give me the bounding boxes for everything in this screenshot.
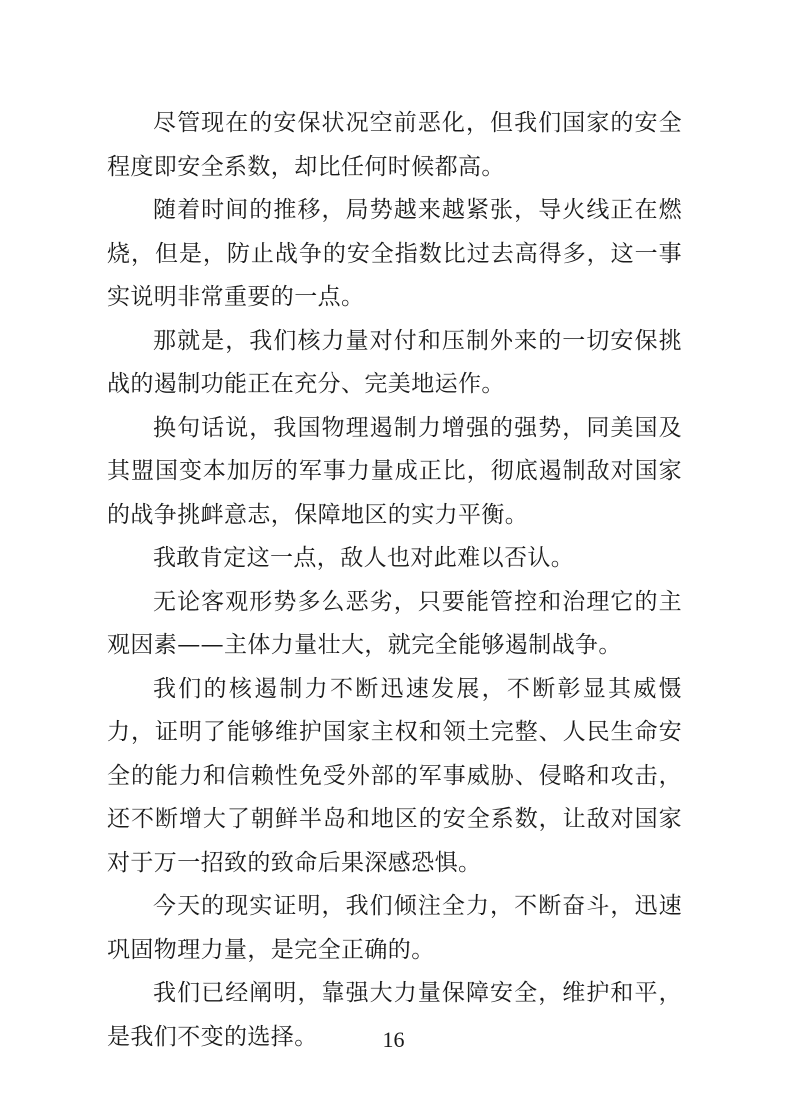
paragraph-6: 无论客观形势多么恶劣，只要能管控和治理它的主观因素——主体力量壮大，就完全能够遏制战争。: [107, 588, 682, 658]
paragraph-2: 随着时间的推移，局势越来越紧张，导火线正在燃烧，但是，防止战争的安全指数比过去高得多，这一事实说明非常重要的一点。: [107, 197, 682, 310]
paragraph-3: 那就是，我们核力量对付和压制外来的一切安保挑战的遏制功能正在充分、完美地运作。: [107, 327, 682, 397]
page-number: 16: [382, 1027, 405, 1052]
body-text: [107, 102, 682, 1059]
paragraph-9: 我们已经阐明，靠强大力量保障安全，维护和平，是我们不变的选择。: [107, 980, 682, 1050]
paragraph-4: 换句话说，我国物理遏制力增强的强势，同美国及其盟国变本加厉的军事力量成正比，彻底遏制敌对国家的战争挑衅意志，保障地区的实力平衡。: [107, 414, 682, 528]
paragraph-1: 尽管现在的安保状况空前恶化，但我们国家的安全程度即安全系数，却比任何时候都高。: [107, 110, 682, 180]
paragraph-8: 今天的现实证明，我们倾注全力，不断奋斗，迅速巩固物理力量，是完全正确的。: [107, 893, 682, 963]
paragraph-5: 我敢肯定这一点，敌人也对此难以否认。: [153, 545, 575, 571]
paragraph-7: 我们的核遏制力不断迅速发展，不断彰显其威慑力，证明了能够维护国家主权和领土完整、人民生命安全的能力和信赖性免受外部的军事威胁、侵略和攻击，还不断增大了朝鲜半岛和地区的安全系数，让敌对国家对于万一招致的致命后果深感恐惧。: [107, 675, 682, 876]
